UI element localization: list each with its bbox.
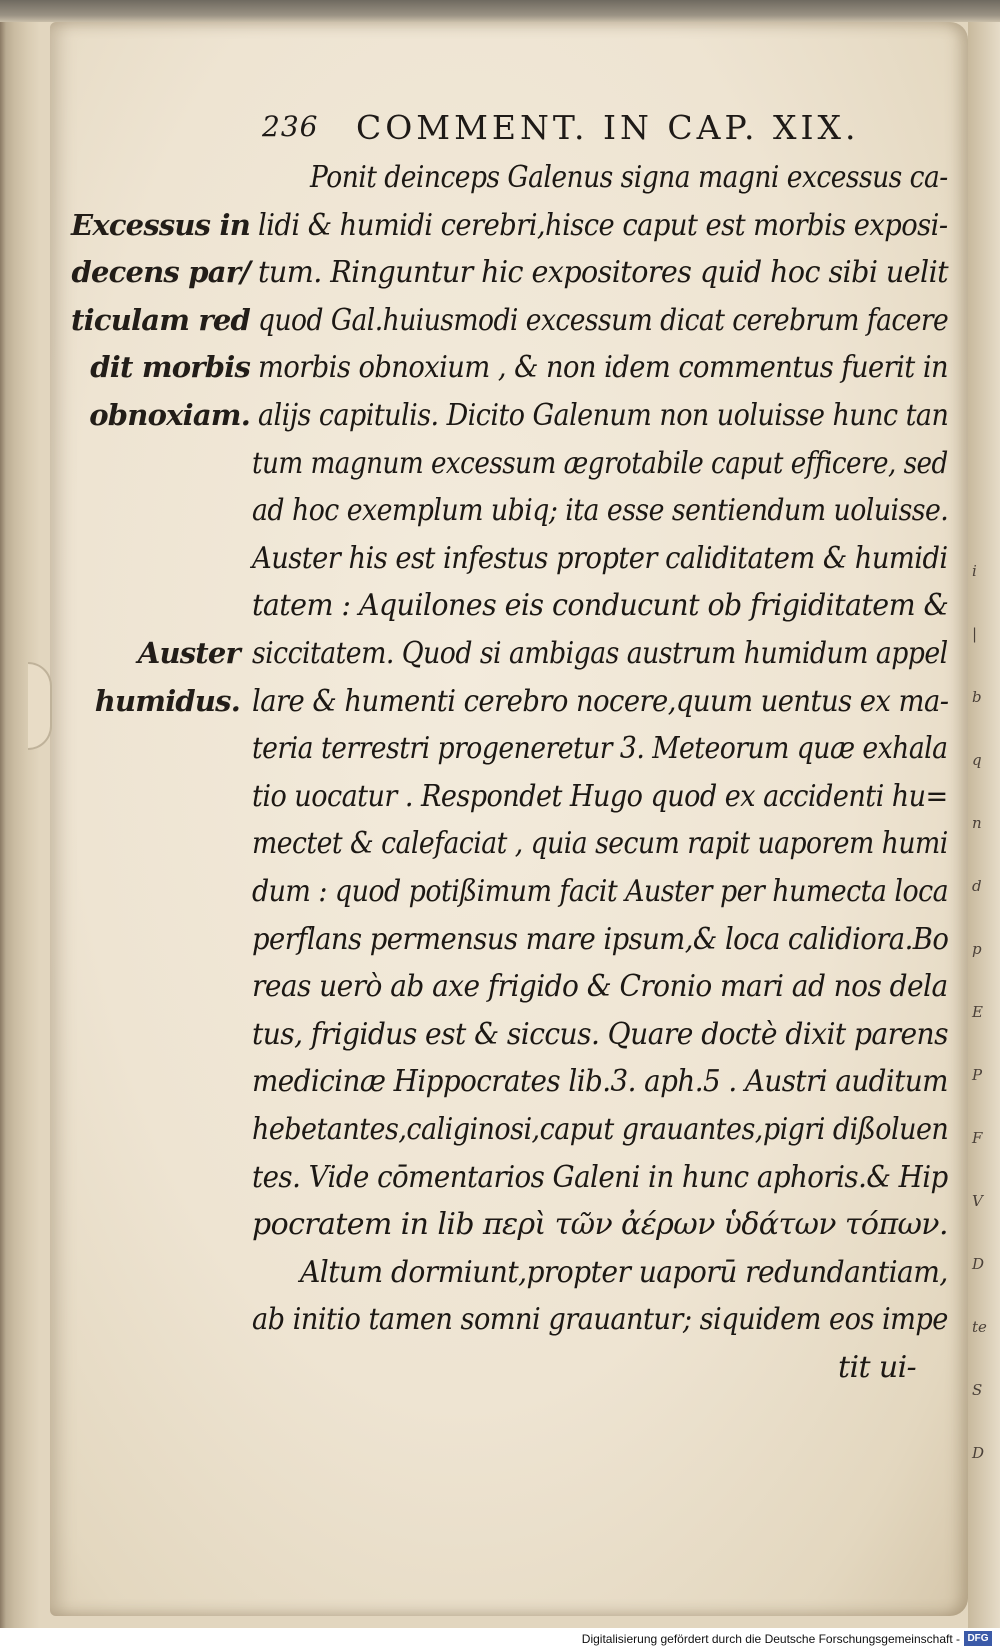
text-line: Altum dormiunt,propter uaporū redundantiam,: [300, 1254, 948, 1290]
adjacent-page-fragment: D: [972, 1444, 985, 1462]
adjacent-page-fragment: E: [972, 1003, 983, 1021]
margin-note-line: obnoxiam.: [89, 398, 250, 432]
adjacent-page-strip: [968, 22, 1000, 1628]
margin-note-line: decens par/: [71, 255, 250, 290]
text-line: Ponit deinceps Galenus signa magni excessus ca-: [310, 160, 948, 195]
page-number: 236: [262, 110, 319, 143]
text-line: lidi & humidi cerebri,hisce caput est morbis exposi-: [258, 207, 948, 243]
margin-note-line: dit morbis: [90, 350, 250, 385]
adjacent-page-fragment: te: [972, 1318, 987, 1336]
adjacent-page-fragment: d: [972, 877, 982, 895]
adjacent-page-fragment: b: [972, 688, 982, 706]
digitization-credit: Digitalisierung gefördert durch die Deutsche Forschungsgemeinschaft -: [581, 1632, 960, 1646]
adjacent-page-fragment: F: [972, 1129, 983, 1147]
text-line: tit ui-: [838, 1350, 917, 1385]
text-line: tum magnum excessum ægrotabile caput efficere, sed: [252, 445, 948, 481]
text-line: morbis obnoxium , & non idem commentus fuerit in: [258, 350, 949, 386]
text-line: Auster his est infestus propter caliditatem & humidi: [252, 540, 948, 576]
adjacent-page-fragment: p: [972, 940, 982, 958]
adjacent-page-fragment: P: [972, 1066, 983, 1084]
text-line: mectet & calefaciat , quia secum rapit uaporem humi: [252, 826, 948, 862]
margin-note-line: Excessus in: [71, 207, 250, 242]
text-line: siccitatem. Quod si ambigas austrum humidum appel: [252, 636, 948, 671]
running-title: COMMENT. IN CAP. XIX.: [356, 108, 860, 147]
text-line: dum : quod potißimum facit Auster per humecta loca: [252, 874, 949, 909]
adjacent-page-fragment: S: [972, 1381, 983, 1399]
running-header: [262, 108, 942, 152]
adjacent-page-fragment: |: [972, 625, 978, 643]
text-line: pocratem in lib περὶ τῶν ἀέρων ὑδάτων τόπων.: [252, 1207, 948, 1243]
text-line: medicinæ Hippocrates lib.3. aph.5 . Austri auditum: [252, 1064, 948, 1100]
adjacent-page-fragment: i: [972, 562, 977, 580]
dfg-logo: DFG: [964, 1631, 992, 1646]
text-line: tum. Ringuntur hic expositores quid hoc sibi uelit: [258, 255, 949, 291]
text-line: hebetantes,caliginosi,caput grauantes,pigri dißoluen: [252, 1112, 949, 1147]
margin-note-line: humidus.: [94, 683, 240, 718]
text-line: perflans permensus mare ipsum,& loca calidiora.Bo: [252, 921, 949, 957]
margin-note-line: Auster: [137, 636, 240, 670]
adjacent-page-fragment: n: [972, 814, 982, 832]
footer-bar: [0, 1628, 1000, 1651]
book-top-edge: [0, 0, 1000, 22]
adjacent-page-fragment: q: [972, 751, 982, 769]
text-line: ad hoc exemplum ubiq; ita esse sentiendum uoluisse.: [252, 493, 949, 529]
text-line: reas uerò ab axe frigido & Cronio mari ad nos dela: [252, 969, 948, 1005]
page-clasp-mark: [28, 662, 52, 750]
text-line: quod Gal.huiusmodi excessum dicat cerebrum facere: [258, 302, 949, 338]
adjacent-page-fragment: V: [972, 1192, 983, 1210]
text-line: alijs capitulis. Dicito Galenum non uoluisse hunc tan: [258, 398, 949, 433]
text-line: tio uocatur . Respondet Hugo quod ex accidenti hu=: [252, 778, 948, 814]
adjacent-page-fragment: D: [972, 1255, 985, 1273]
text-line: tus, frigidus est & siccus. Quare doctè dixit parens: [252, 1016, 948, 1052]
text-line: ab initio tamen somni grauantur; siquidem eos impe: [252, 1302, 948, 1338]
text-line: lare & humenti cerebro nocere,quum uentus ex ma-: [252, 683, 949, 719]
text-line: teria terrestri progeneretur 3. Meteorum quæ exhala: [252, 731, 948, 767]
margin-note-line: ticulam red: [71, 302, 250, 337]
text-line: tes. Vide cōmentarios Galeni in hunc aphoris.& Hip: [252, 1159, 948, 1195]
text-line: tatem : Aquilones eis conducunt ob frigiditatem &: [252, 588, 949, 624]
